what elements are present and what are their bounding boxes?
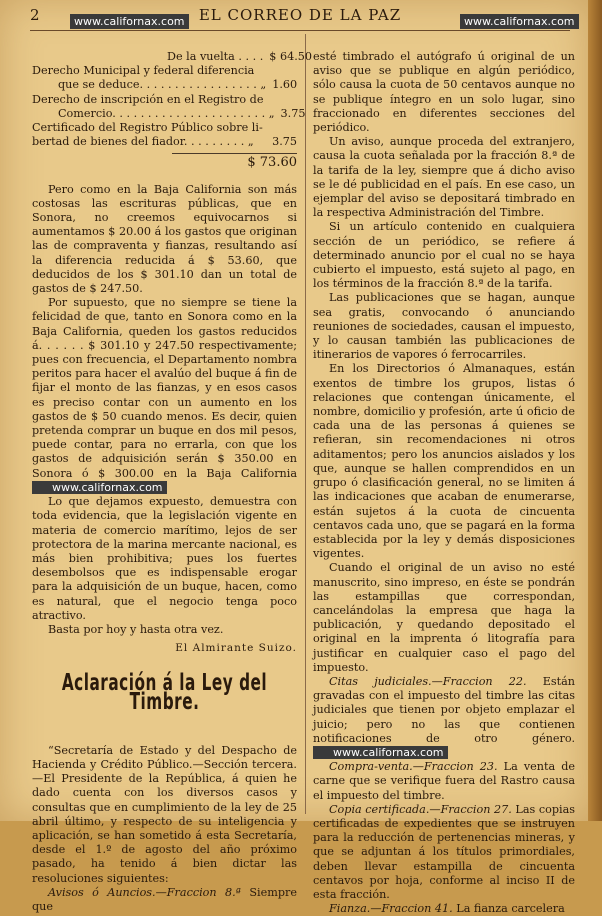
paragraph: Fianza.—Fraccion 41. La fianza carcelera xyxy=(329,902,565,916)
left-column xyxy=(32,50,312,914)
watermark-left: www.californax.com xyxy=(70,14,189,29)
ledger-row: Derecho de inscripción en el Registro de xyxy=(32,92,264,106)
paragraph: “Secretaría de Estado y del Despacho de Hacienda y Crédito Público.—Sección tercera. —El Presidente de la República, á quien he dado cuenta con los diversos casos y consultas que en cumplimiento de la ley de 25 abril último, y respecto de su inteligencia y aplicación, se han sometido á esta Secretaría, desde el 1.º de agosto del año próximo pasado, ha tenido á bien dictar las resoluciones siguientes: xyxy=(32,743,297,885)
page-number: 2 xyxy=(30,6,40,24)
ledger-row: que se deduce. . . . . . . . . . . . . . . . . „ 1.60 xyxy=(58,78,298,92)
ledger-row: De la vuelta . . . . $ 64.50 xyxy=(167,50,312,63)
watermark-inline: www.californax.com xyxy=(32,481,167,494)
paragraph: Pero como en la Baja California son más costosas las escrituras públicas, que en Sonora, no creemos equivocarnos si aumentamos $ 20.00 á los gastos que originan las de compraventa y fianzas, resultando así la diferencia reducida á $ 53.60, que deducidos de los $ 301.10 dan un total de gastos de $ 247.50. xyxy=(32,182,297,296)
running-title: EL CORREO DE LA PAZ xyxy=(198,6,402,24)
closing-line: Basta por hoy y hasta otra vez. xyxy=(48,622,224,636)
header-rule xyxy=(30,30,570,31)
paragraph: Un aviso, aunque proceda del extranjero, causa la cuota señalada por la fracción 8.ª de la tarifa de la ley, siempre que á dicho aviso se le dé publicidad en el país. En ese caso, un ejemplar del aviso se depositará timbrado en la respectiva Administración del Timbre. xyxy=(313,135,575,220)
column-rule xyxy=(305,34,306,814)
paragraph: Citas judiciales.—Fraccion 22. Están gravadas con el impuesto del timbre las citas judiciales que tienen por objeto emplazar el juicio; pero no las que contienen notificaciones de otro género. www.californax.com xyxy=(313,674,576,760)
paragraph: Cuando el original de un aviso no esté manuscrito, sino impreso, en éste se pondrán las estampillas que correspondan, cancelándolas la empresa que haga la publicación, y quedando depositado el original en la imprenta ó litografía para justificar en cualquier caso el pago del impuesto. xyxy=(313,561,575,674)
page-header xyxy=(30,6,575,32)
paragraph: Copia certificada.—Fraccion 27. Las copias certificadas de expedientes que se instruyen para la reducción de pertenencias mineras, y que se adjuntan á los títulos primordiales, deben llevar estampilla de cincuenta centavos por hoja, conforme al inciso II de esta fracción. xyxy=(313,802,575,901)
watermark-right: www.californax.com xyxy=(460,14,579,29)
page-edge xyxy=(588,0,602,821)
ledger xyxy=(32,50,312,171)
paragraph: Avisos ó Auncios.—Fraccion 8.ª Siempre que xyxy=(32,885,297,913)
paragraph: Si un artículo contenido en cualquiera sección de un periódico, se refiere á determinado anuncio por el cual no se haya cubierto el impuesto, está sujeto al pago, en los términos de la fracción 8.ª de la tarifa. xyxy=(313,220,575,291)
paragraph: Compra-venta.—Fraccion 23. La venta de carne que se verifique fuera del Rastro causa el impuesto del timbre. xyxy=(313,760,575,802)
paragraph: esté timbrado el autógrafo ú original de un aviso que se publique en algún periódico, sólo causa la cuota de 50 centavos aunque no se publique íntegro en un solo lugar, sino fraccionado en diferentes secciones del periódico. xyxy=(313,50,575,135)
ledger-row: bertad de bienes del fiador. . . . . . . . . „ 3.75 xyxy=(32,135,297,149)
paragraph: Por supuesto, que no siempre se tiene la felicidad de que, tanto en Sonora como en la Baja California, queden los gastos reducidos á. . . . . . $ 301.10 y 247.50 respectivamente; pues con frecuencia, el Departamento nombra peritos para hacer el avalúo del buque á fin de fijar el monto de las fianzas, y en esos casos es preciso contar con un aumento en los gastos de $ 50 cuando menos. Es decir, quien pretenda comprar un buque en dos mil pesos, puede contar, para no errarla, con que los gastos de adquisición serán $ 350.00 en Sonora ó $ 300.00 en la Baja California www.californax.com xyxy=(32,296,297,495)
paragraph: En los Directorios ó Almanaques, están exentos de timbre los grupos, listas ó relaciones que contengan únicamente, el nombre, domicilio y profesión, arte ú oficio de cada una de las personas á quienes se refieran, sin recomendaciones ni otros aditamentos; pero los anuncios aislados y los que, aunque se hallen comprendidos en un grupo ó clasificación general, no se limiten á las indicaciones que acaban de enumerarse, están sujetos á la cuota de cincuenta centavos cada uno, que se pagará en la forma establecida por la ley y demás disposiciones vigentes. xyxy=(313,362,575,561)
paragraph: Las publicaciones que se hagan, aunque sea gratis, convocando ó anunciando reuniones de sociedades, causan el impuesto, y lo causan también las publicaciones de itinerarios de vapores ó ferrocarriles. xyxy=(313,291,575,362)
ledger-row: Comercio. . . . . . . . . . . . . . . . . . . . . . „ 3.75 xyxy=(58,106,306,120)
section-title: Aclaración á la Ley del Timbre. xyxy=(61,670,268,717)
ledger-row: Certificado del Registro Público sobre li- xyxy=(32,121,263,135)
signature: El Almirante Suizo. xyxy=(175,642,297,655)
watermark-inline: www.californax.com xyxy=(313,746,448,759)
right-column xyxy=(313,50,575,916)
ledger-row: Derecho Municipal y federal diferencia xyxy=(32,64,255,78)
ledger-total: $ 73.60 xyxy=(172,153,297,170)
paragraph: Lo que dejamos expuesto, demuestra con toda evidencia, que la legislación vigente en materia de comercio marítimo, lejos de ser protectora de la marina mercante nacional, es más bien prohibitiva; pues los fuertes desembolsos que es indispensable erogar para la adquisición de un buque, hacen, como es natural, que el negocio tenga poco atractivo. xyxy=(32,495,297,622)
